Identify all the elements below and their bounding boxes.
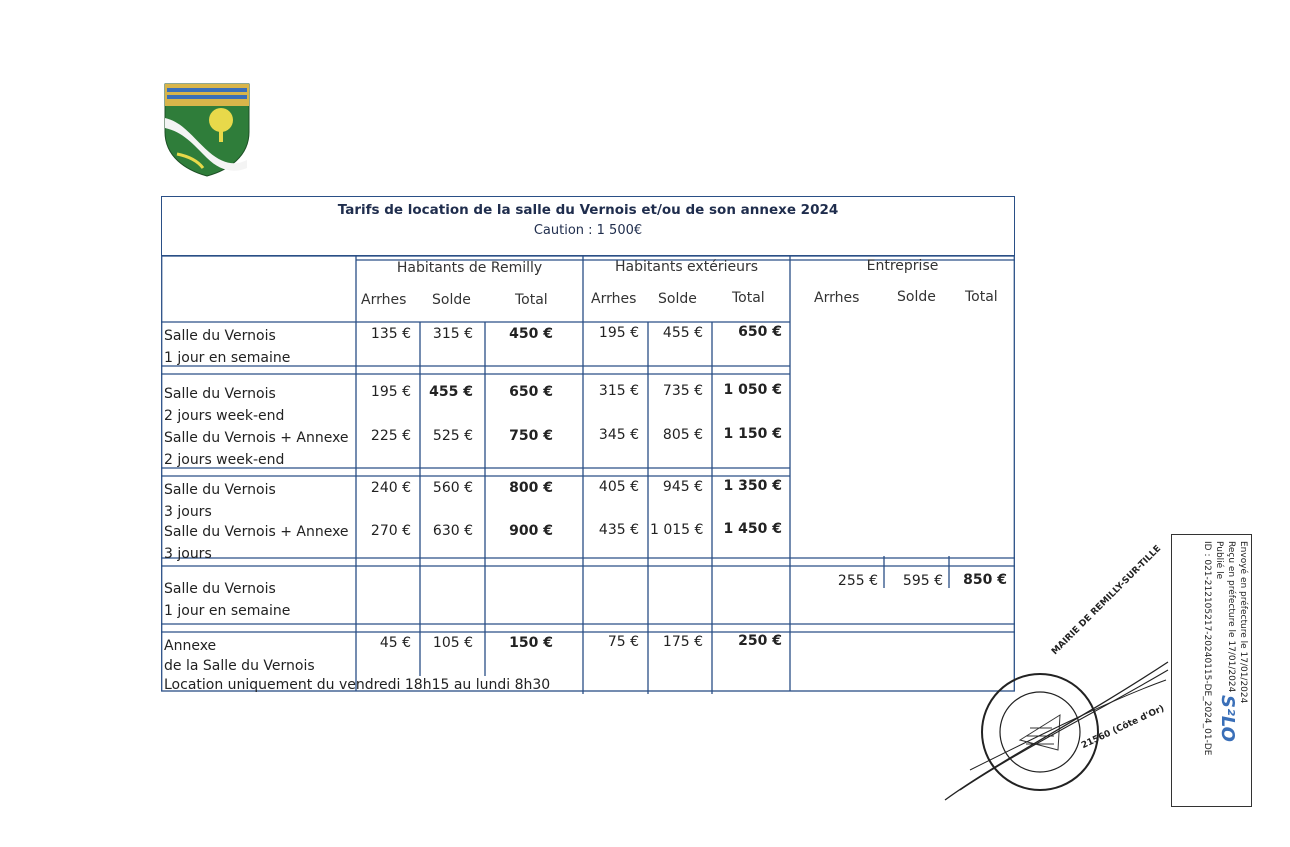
row-sublabel: 1 jour en semaine (164, 603, 291, 619)
price-cell: 945 € (662, 479, 703, 495)
col-header-total: Total (515, 292, 548, 308)
price-cell: 850 € (963, 572, 1007, 588)
price-cell: 45 € (379, 635, 411, 651)
price-cell: 800 € (509, 480, 553, 496)
prefecture-receipt-box (1171, 534, 1252, 807)
row-sublabel: 1 jour en semaine (164, 350, 291, 366)
col-header-arrhes: Arrhes (361, 292, 407, 308)
price-cell: 105 € (432, 635, 473, 651)
price-cell: 315 € (432, 326, 473, 342)
receipt-id: ID : 021-212105217-20240115-DE_2024_01-DE (1202, 541, 1212, 756)
caution-text: Caution : 1 500€ (533, 223, 643, 238)
price-cell: 405 € (598, 479, 639, 495)
price-cell: 805 € (662, 427, 703, 443)
receipt-sent: Envoyé en préfecture le 17/01/2024 (1238, 541, 1248, 704)
price-cell: 75 € (607, 634, 639, 650)
row-label: Salle du Vernois + Annexe (164, 524, 349, 540)
col-header-arrhes: Arrhes (814, 290, 860, 306)
receipt-received: Reçu en préfecture le 17/01/2024 (1226, 541, 1236, 693)
s2low-logo: S²LO (1217, 695, 1238, 742)
price-cell: 1 015 € (650, 522, 704, 538)
price-cell: 270 € (370, 523, 411, 539)
price-cell: 195 € (598, 325, 639, 341)
price-cell: 1 050 € (723, 382, 782, 398)
price-cell: 255 € (837, 573, 878, 589)
row-label: Annexe (164, 638, 217, 654)
receipt-published: Publié le (1214, 541, 1224, 580)
price-cell: 175 € (662, 634, 703, 650)
stamp-postal-text: 21560 (Côte d'Or) (1080, 703, 1167, 752)
price-cell: 455 € (662, 325, 703, 341)
price-cell: 435 € (598, 522, 639, 538)
price-cell: 455 € (429, 384, 473, 400)
col-header-solde: Solde (658, 291, 697, 307)
price-cell: 1 350 € (723, 478, 782, 494)
price-cell: 595 € (902, 573, 943, 589)
row-sublabel: de la Salle du Vernois (164, 658, 315, 674)
price-cell: 650 € (509, 384, 553, 400)
price-cell: 900 € (509, 523, 553, 539)
price-cell: 195 € (370, 384, 411, 400)
price-cell: 450 € (509, 326, 553, 342)
row-sublabel: 3 jours (164, 504, 212, 520)
row-sublabel: 2 jours week-end (164, 452, 285, 468)
price-cell: 135 € (370, 326, 411, 342)
price-cell: 315 € (598, 383, 639, 399)
row-label: Salle du Vernois (164, 386, 276, 402)
stamp-ring-text: MAIRIE DE REMILLY-SUR-TILLE (1050, 543, 1164, 658)
col-header-solde: Solde (897, 289, 936, 305)
group-header-entreprise: Entreprise (866, 258, 939, 274)
col-header-solde: Solde (432, 292, 471, 308)
price-cell: 240 € (370, 480, 411, 496)
group-header-exterieurs: Habitants extérieurs (615, 259, 758, 275)
row-note: Location uniquement du vendredi 18h15 au lundi 8h30 (164, 677, 551, 693)
document-title: Tarifs de location de la salle du Vernois et/ou de son annexe 2024 (337, 202, 839, 218)
price-cell: 250 € (738, 633, 782, 649)
price-cell: 650 € (738, 324, 782, 340)
col-header-total: Total (732, 290, 765, 306)
price-cell: 735 € (662, 383, 703, 399)
row-label: Salle du Vernois (164, 482, 276, 498)
price-cell: 1 450 € (723, 521, 782, 537)
row-label: Salle du Vernois (164, 328, 276, 344)
price-cell: 150 € (509, 635, 553, 651)
price-cell: 225 € (370, 428, 411, 444)
price-cell: 750 € (509, 428, 553, 444)
row-label: Salle du Vernois + Annexe (164, 430, 349, 446)
price-cell: 525 € (432, 428, 473, 444)
price-cell: 560 € (432, 480, 473, 496)
price-cell: 1 150 € (723, 426, 782, 442)
col-header-arrhes: Arrhes (591, 291, 637, 307)
price-cell: 630 € (432, 523, 473, 539)
row-label: Salle du Vernois (164, 581, 276, 597)
row-sublabel: 2 jours week-end (164, 408, 285, 424)
tariff-table (161, 196, 1015, 696)
group-header-remilly: Habitants de Remilly (396, 260, 543, 276)
row-sublabel: 3 jours (164, 546, 212, 562)
price-cell: 345 € (598, 427, 639, 443)
coat-of-arms-logo (163, 82, 251, 178)
col-header-total: Total (965, 289, 998, 305)
